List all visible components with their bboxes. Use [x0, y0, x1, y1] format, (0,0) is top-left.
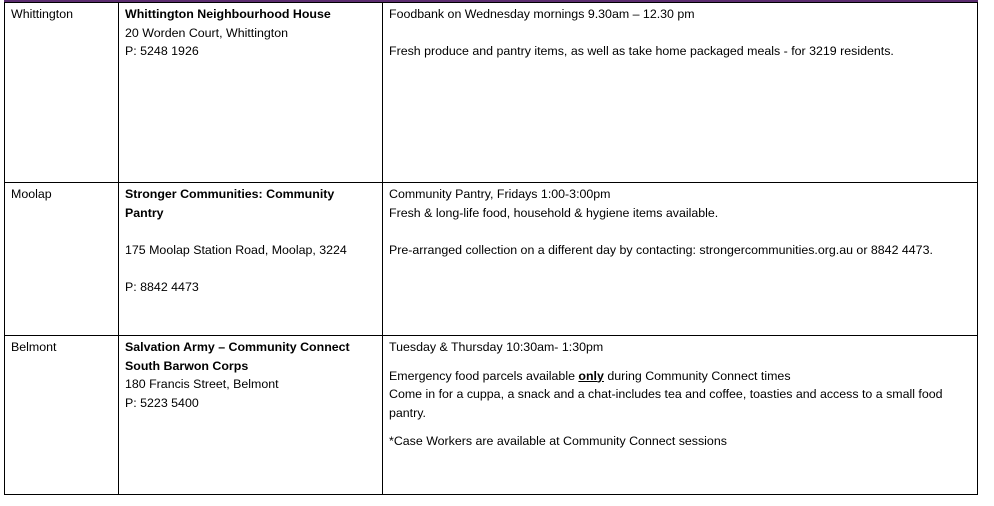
food-relief-services-table — [4, 2, 978, 495]
details-cell — [383, 3, 978, 183]
service-hours: Community Pantry, Fridays 1:00-3:00pm — [389, 187, 611, 201]
spacer — [389, 357, 971, 367]
suburb-cell — [5, 183, 119, 336]
organisation-name: Whittington Neighbourhood House — [125, 7, 331, 21]
parcels-emphasis: only — [578, 368, 604, 383]
parcels-suffix: during Community Connect times — [603, 368, 791, 383]
organisation-name-line2: South Barwon Corps — [125, 358, 249, 373]
suburb-name: Whittington — [11, 7, 73, 21]
parcels-prefix: Emergency food parcels available — [389, 368, 579, 383]
emergency-parcels-note — [389, 367, 971, 386]
suburb-cell — [5, 336, 119, 495]
organisation-phone: P: 5248 1926 — [125, 44, 199, 58]
suburb-name: Belmont — [11, 340, 57, 354]
spacer — [389, 422, 971, 432]
service-hours: Tuesday & Thursday 10:30am- 1:30pm — [389, 340, 604, 354]
suburb-cell — [5, 3, 119, 183]
table-row-belmont — [5, 336, 978, 495]
table-row-moolap — [5, 183, 978, 336]
organisation-address: 175 Moolap Station Road, Moolap, 3224 — [125, 242, 347, 257]
provider-cell — [119, 336, 383, 495]
table-row-whittington — [5, 3, 978, 183]
details-cell — [383, 336, 978, 495]
spacer — [125, 259, 376, 278]
spacer — [125, 222, 376, 241]
organisation-phone: P: 5223 5400 — [125, 395, 199, 410]
details-cell — [383, 183, 978, 336]
service-hours: Foodbank on Wednesday mornings 9.30am – 12.30 pm — [389, 7, 695, 21]
spacer — [389, 222, 971, 241]
organisation-address: 20 Worden Court, Whittington — [125, 25, 288, 40]
provider-cell — [119, 183, 383, 336]
organisation-phone: P: 8842 4473 — [125, 279, 199, 294]
service-description: Fresh produce and pantry items, as well as take home packaged meals - for 3219 residents. — [389, 44, 894, 58]
suburb-name: Moolap — [11, 187, 52, 201]
service-items: Fresh & long-life food, household & hygiene items available. — [389, 205, 719, 220]
organisation-name-line1: Stronger Communities: Community — [125, 187, 335, 201]
organisation-name-line2: Pantry — [125, 205, 164, 220]
organisation-name-line1: Salvation Army – Community Connect — [125, 340, 350, 354]
case-workers-note: *Case Workers are available at Community Connect sessions — [389, 434, 727, 448]
provider-cell — [119, 3, 383, 183]
organisation-address: 180 Francis Street, Belmont — [125, 377, 279, 391]
cuppa-note: Come in for a cuppa, a snack and a chat-includes tea and coffee, toasties and access to a small food pantry. — [389, 387, 943, 420]
collection-note: Pre-arranged collection on a different day by contacting: strongercommunities.org.au or 8842 4473. — [389, 242, 933, 257]
spacer — [389, 24, 971, 43]
